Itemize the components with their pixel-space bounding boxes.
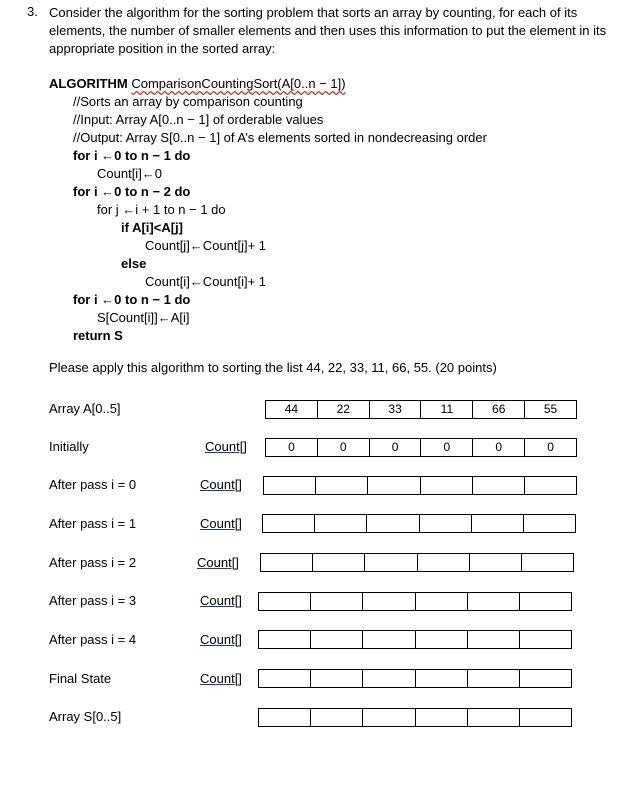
table-cell xyxy=(473,477,525,494)
question-number: 3. xyxy=(27,4,38,19)
count-label: Count[] xyxy=(200,632,242,647)
count-grid-pass-3 xyxy=(258,592,572,611)
table-cell xyxy=(421,477,473,494)
row-label-pass-3: After pass i = 3 xyxy=(49,593,137,608)
table-cell: 0 xyxy=(318,439,370,456)
table-cell xyxy=(520,593,571,610)
algorithm-block xyxy=(49,75,487,345)
table-cell xyxy=(368,477,420,494)
table-cell xyxy=(363,709,415,726)
count-grid-pass-4 xyxy=(258,630,572,649)
table-cell xyxy=(416,709,468,726)
table-cell xyxy=(520,709,571,726)
row-label-array-s: Array S[0..5] xyxy=(49,709,122,724)
table-cell xyxy=(367,515,419,532)
algorithm-line-9: for i ←0 to n − 1 do xyxy=(73,292,191,307)
row-label-pass-1: After pass i = 1 xyxy=(49,516,137,531)
table-cell xyxy=(311,631,363,648)
algorithm-header xyxy=(49,75,487,93)
table-cell xyxy=(520,631,571,648)
row-label-final-state: Final State xyxy=(49,671,112,686)
algorithm-line-5: if A[i]<A[j] xyxy=(121,220,183,235)
count-label: Count[] xyxy=(200,671,242,686)
table-cell xyxy=(363,631,415,648)
algorithm-line-1: for i ←0 to n − 1 do xyxy=(73,148,191,163)
array-s-grid xyxy=(258,708,572,727)
table-cell xyxy=(259,709,311,726)
count-label: Count[] xyxy=(200,593,242,608)
algorithm-line-6: Count[j]←Count[j]+ 1 xyxy=(145,238,267,253)
table-cell xyxy=(420,515,472,532)
table-cell xyxy=(313,554,365,571)
table-cell xyxy=(524,515,575,532)
algorithm-comment-1: //Sorts an array by comparison counting xyxy=(73,94,303,109)
count-grid-final xyxy=(258,669,572,688)
table-cell xyxy=(261,554,313,571)
table-cell xyxy=(311,670,363,687)
count-grid-pass-0 xyxy=(263,476,577,495)
algorithm-line-3: for i ←0 to n − 2 do xyxy=(73,184,191,199)
algorithm-signature: ComparisonCountingSort(A[0..n − 1]) xyxy=(131,76,346,91)
table-cell xyxy=(311,593,363,610)
table-cell: 44 xyxy=(266,401,318,418)
table-cell xyxy=(363,593,415,610)
table-cell: 0 xyxy=(547,440,554,454)
table-cell xyxy=(468,670,520,687)
table-cell xyxy=(468,709,520,726)
table-cell xyxy=(416,593,468,610)
array-a-grid xyxy=(265,400,577,419)
instruction-text: Please apply this algorithm to sorting the list 44, 22, 33, 11, 66, 55. (20 points) xyxy=(49,360,497,375)
count-grid-pass-1 xyxy=(262,514,576,533)
table-cell xyxy=(525,477,576,494)
table-cell xyxy=(363,670,415,687)
table-cell: 11 xyxy=(421,401,473,418)
table-cell xyxy=(264,477,316,494)
table-cell xyxy=(315,515,367,532)
table-cell xyxy=(263,515,315,532)
table-cell: 55 xyxy=(543,402,558,416)
row-label-pass-0: After pass i = 0 xyxy=(49,477,137,492)
count-label: Count[] xyxy=(205,439,247,454)
table-cell xyxy=(259,670,311,687)
count-label: Count[] xyxy=(200,516,242,531)
table-cell: 22 xyxy=(318,401,370,418)
table-cell xyxy=(520,670,571,687)
algorithm-line-2: Count[i]←0 xyxy=(97,166,163,181)
table-cell: 0 xyxy=(473,439,525,456)
algorithm-line-8: Count[i]←Count[i]+ 1 xyxy=(145,274,267,289)
table-cell xyxy=(472,515,524,532)
algorithm-line-4: for j ←i + 1 to n − 1 do xyxy=(97,202,226,217)
table-cell: 0 xyxy=(266,439,318,456)
count-label: Count[] xyxy=(200,477,242,492)
table-cell xyxy=(468,593,520,610)
question-text: Consider the algorithm for the sorting problem that sorts an array by counting, for each of its elements, the number of smaller elements and then uses this information to put the element in its appropriate position in the sorted array: xyxy=(49,5,607,56)
count-grid-initially xyxy=(265,438,577,457)
algorithm-line-11: return S xyxy=(73,328,123,343)
row-label-initially: Initially xyxy=(49,439,89,454)
row-label-array-a: Array A[0..5] xyxy=(49,401,121,416)
table-cell xyxy=(416,670,468,687)
table-cell: 0 xyxy=(370,439,422,456)
algorithm-line-7: else xyxy=(121,256,147,271)
table-cell xyxy=(311,709,363,726)
table-cell xyxy=(259,631,311,648)
count-grid-pass-2 xyxy=(260,553,574,572)
table-cell: 33 xyxy=(370,401,422,418)
table-cell: 66 xyxy=(473,401,525,418)
algorithm-keyword: ALGORITHM xyxy=(49,76,128,91)
algorithm-line-10: S[Count[i]]←A[i] xyxy=(97,310,190,325)
algorithm-comment-2: //Input: Array A[0..n − 1] of orderable values xyxy=(73,112,324,127)
table-cell xyxy=(470,554,522,571)
table-cell xyxy=(522,554,573,571)
algorithm-comment-3: //Output: Array S[0..n − 1] of A’s elements sorted in nondecreasing order xyxy=(73,130,487,145)
count-label: Count[] xyxy=(197,555,239,570)
table-cell xyxy=(365,554,417,571)
table-cell xyxy=(416,631,468,648)
row-label-pass-4: After pass i = 4 xyxy=(49,632,137,647)
table-cell xyxy=(259,593,311,610)
table-cell: 0 xyxy=(421,439,473,456)
row-label-pass-2: After pass i = 2 xyxy=(49,555,137,570)
table-cell xyxy=(418,554,470,571)
table-cell xyxy=(316,477,368,494)
table-cell xyxy=(468,631,520,648)
